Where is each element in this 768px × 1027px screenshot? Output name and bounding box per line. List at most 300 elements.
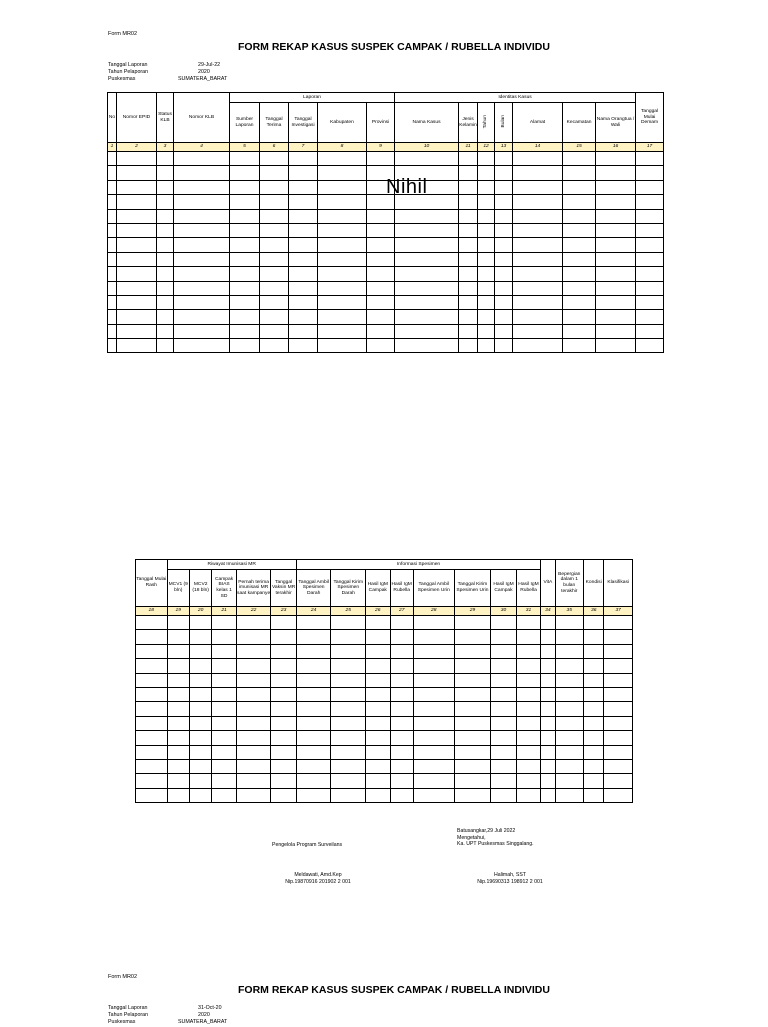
table-cell <box>541 716 555 730</box>
table-cell <box>331 673 366 687</box>
table-cell <box>117 267 157 281</box>
table-cell <box>174 310 230 324</box>
header-klasifikasi: Klasifikasi <box>604 560 633 607</box>
table-cell <box>157 152 174 166</box>
table-cell <box>366 759 390 773</box>
table-cell <box>108 281 117 295</box>
column-number: 26 <box>366 607 390 616</box>
table-cell <box>413 788 454 802</box>
table-cell <box>454 616 491 630</box>
table-cell <box>516 774 541 788</box>
table-cell <box>212 745 236 759</box>
table-cell <box>390 659 413 673</box>
table-cell <box>212 644 236 658</box>
table-cell <box>167 702 189 716</box>
table-cell <box>491 716 516 730</box>
table-cell <box>454 745 491 759</box>
table-cell <box>413 702 454 716</box>
table-cell <box>636 209 664 223</box>
table-cell <box>367 339 395 353</box>
column-number: 8 <box>318 143 367 152</box>
table-cell <box>541 644 555 658</box>
table-cell <box>189 774 211 788</box>
table-cell <box>331 759 366 773</box>
table-cell <box>636 281 664 295</box>
table-cell <box>271 788 296 802</box>
table-cell <box>167 616 189 630</box>
table-cell <box>108 267 117 281</box>
table-cell <box>260 223 289 237</box>
table-cell <box>454 630 491 644</box>
table-cell <box>513 152 563 166</box>
mengetahui-label: Mengetahui, <box>457 834 486 841</box>
table-cell <box>541 673 555 687</box>
table-cell <box>212 731 236 745</box>
table-row <box>136 673 633 687</box>
table-row <box>136 731 633 745</box>
table-cell <box>604 702 633 716</box>
table-cell <box>513 223 563 237</box>
table-cell <box>174 152 230 166</box>
header-mcv2: MCV2 (18 bln) <box>189 570 211 607</box>
table-cell <box>157 310 174 324</box>
table-cell <box>212 687 236 701</box>
table-cell <box>478 180 495 194</box>
table-cell <box>366 788 390 802</box>
table-cell <box>491 759 516 773</box>
table-cell <box>478 166 495 180</box>
table-cell <box>491 630 516 644</box>
table-cell <box>395 281 459 295</box>
table-cell <box>212 659 236 673</box>
table-cell <box>212 759 236 773</box>
table-cell <box>459 180 478 194</box>
table-cell <box>108 180 117 194</box>
group-identitas: Identitas Kasus <box>395 93 636 103</box>
group-spesimen: Informasi Spesimen <box>296 560 540 570</box>
table-cell <box>236 759 271 773</box>
table-cell <box>563 152 596 166</box>
table-cell <box>189 616 211 630</box>
table-cell <box>604 659 633 673</box>
table-cell <box>271 616 296 630</box>
table-cell <box>636 195 664 209</box>
table-cell <box>366 644 390 658</box>
header-vita: VitA <box>541 560 555 607</box>
table-cell <box>260 295 289 309</box>
column-number: 34 <box>541 607 555 616</box>
table-cell <box>459 295 478 309</box>
table-cell <box>563 324 596 338</box>
table-cell <box>596 281 636 295</box>
table-cell <box>289 166 318 180</box>
table-cell <box>174 223 230 237</box>
form-title: FORM REKAP KASUS SUSPEK CAMPAK / RUBELLA INDIVIDU <box>238 41 550 53</box>
meta-value: 31-Oct-20 <box>198 1005 222 1011</box>
table-cell <box>584 673 604 687</box>
table-cell <box>513 310 563 324</box>
table-cell <box>174 209 230 223</box>
table-cell <box>395 339 459 353</box>
table-cell <box>491 745 516 759</box>
table-cell <box>555 731 584 745</box>
table-cell <box>296 759 331 773</box>
table-cell <box>513 209 563 223</box>
table-cell <box>174 295 230 309</box>
table-cell <box>318 310 367 324</box>
table-cell <box>271 702 296 716</box>
table-cell <box>108 252 117 266</box>
table-cell <box>454 659 491 673</box>
table-cell <box>495 238 513 252</box>
table-row <box>136 630 633 644</box>
table-cell <box>331 687 366 701</box>
meta-label: Tanggal Laporan <box>108 62 148 68</box>
table-cell <box>555 774 584 788</box>
column-number: 20 <box>189 607 211 616</box>
table-cell <box>174 252 230 266</box>
table-cell <box>513 238 563 252</box>
left-signer-title: Pengelola Program Surveilans <box>272 842 343 848</box>
header-bepergian: Bepergian dalam 1 bulan terakhir <box>555 560 584 607</box>
table-cell <box>513 195 563 209</box>
table-cell <box>230 223 260 237</box>
meta-label: Puskesmas <box>108 76 136 83</box>
header-tgl-terima: Tanggal Terima <box>260 103 289 143</box>
column-number: 13 <box>495 143 513 152</box>
table-cell <box>390 788 413 802</box>
table-cell <box>271 759 296 773</box>
table-cell <box>584 659 604 673</box>
table-cell <box>516 702 541 716</box>
table-cell <box>366 774 390 788</box>
table-cell <box>390 731 413 745</box>
table-cell <box>413 659 454 673</box>
column-number: 7 <box>289 143 318 152</box>
table-cell <box>596 166 636 180</box>
table-cell <box>108 310 117 324</box>
table-cell <box>296 731 331 745</box>
table-cell <box>390 702 413 716</box>
table-cell <box>189 644 211 658</box>
table-cell <box>366 687 390 701</box>
table-cell <box>117 310 157 324</box>
table-cell <box>212 630 236 644</box>
column-number: 11 <box>459 143 478 152</box>
column-number: 30 <box>491 607 516 616</box>
table-row <box>108 223 664 237</box>
table-cell <box>212 702 236 716</box>
table-cell <box>555 659 584 673</box>
table-cell <box>584 745 604 759</box>
header-nama-kasus: Nama Kasus <box>395 103 459 143</box>
head-title: Ka. UPT Puskesmas Singgalang. <box>457 841 534 847</box>
header-tahun <box>478 103 495 143</box>
table-cell <box>636 324 664 338</box>
table-cell <box>513 339 563 353</box>
table-cell <box>563 310 596 324</box>
table-cell <box>117 180 157 194</box>
header-igm-rubella-urin: Hasil IgM Rubella <box>516 570 541 607</box>
table-cell <box>260 267 289 281</box>
table-cell <box>555 644 584 658</box>
table-cell <box>563 223 596 237</box>
table-cell <box>495 252 513 266</box>
table-cell <box>513 166 563 180</box>
table-cell <box>108 166 117 180</box>
table-cell <box>459 339 478 353</box>
table-cell <box>236 687 271 701</box>
table-cell <box>478 252 495 266</box>
table-cell <box>478 238 495 252</box>
meta-label: Tanggal Laporan <box>108 1005 148 1011</box>
table-cell <box>596 310 636 324</box>
table-cell <box>584 759 604 773</box>
table-cell <box>555 788 584 802</box>
table-cell <box>260 152 289 166</box>
table-cell <box>516 745 541 759</box>
table-cell <box>157 209 174 223</box>
column-number: 14 <box>513 143 563 152</box>
table-cell <box>236 630 271 644</box>
table-cell <box>454 702 491 716</box>
table-cell <box>454 716 491 730</box>
table-cell <box>167 644 189 658</box>
table-cell <box>212 716 236 730</box>
table-cell <box>395 238 459 252</box>
table-cell <box>289 195 318 209</box>
table-cell <box>318 281 367 295</box>
table-cell <box>157 180 174 194</box>
case-table <box>107 92 664 353</box>
table-cell <box>478 310 495 324</box>
table-cell <box>563 195 596 209</box>
table-cell <box>516 659 541 673</box>
table-cell <box>157 267 174 281</box>
table-cell <box>289 267 318 281</box>
table-cell <box>563 281 596 295</box>
table-cell <box>318 267 367 281</box>
table-row <box>108 324 664 338</box>
table-cell <box>136 702 168 716</box>
column-number-row <box>136 607 633 616</box>
table-cell <box>596 180 636 194</box>
table-row <box>136 644 633 658</box>
header-no: No <box>108 93 117 143</box>
table-cell <box>513 267 563 281</box>
table-cell <box>495 223 513 237</box>
meta-value: SUMATERA_BARAT <box>178 1019 228 1026</box>
table-cell <box>174 166 230 180</box>
column-number: 5 <box>230 143 260 152</box>
table-cell <box>236 716 271 730</box>
table-cell <box>108 152 117 166</box>
table-cell <box>189 702 211 716</box>
table-cell <box>513 252 563 266</box>
table-cell <box>516 644 541 658</box>
header-nama-ortu: Nama Orangtua / Wali <box>596 103 636 143</box>
header-kirim-urin: Tanggal Kirim Spesimen Urin <box>454 570 491 607</box>
table-cell <box>117 195 157 209</box>
header-ambil-darah: Tanggal Ambil Spesimen Darah <box>296 570 331 607</box>
table-cell <box>390 644 413 658</box>
header-alamat: Alamat <box>513 103 563 143</box>
column-number: 2 <box>117 143 157 152</box>
table-cell <box>271 745 296 759</box>
table-cell <box>541 731 555 745</box>
table-cell <box>563 209 596 223</box>
table-cell <box>260 180 289 194</box>
header-tgl-investigasi: Tanggal Investigasi <box>289 103 318 143</box>
table-row <box>108 152 664 166</box>
table-cell <box>555 702 584 716</box>
table-cell <box>541 687 555 701</box>
table-cell <box>413 731 454 745</box>
header-epid: Nomor EPID <box>117 93 157 143</box>
table-cell <box>596 267 636 281</box>
table-cell <box>367 209 395 223</box>
table-cell <box>260 281 289 295</box>
table-cell <box>174 238 230 252</box>
table-cell <box>260 238 289 252</box>
table-cell <box>157 295 174 309</box>
table-cell <box>596 238 636 252</box>
nihil-label: Nihil <box>386 176 428 198</box>
table-cell <box>596 152 636 166</box>
table-cell <box>555 687 584 701</box>
table-cell <box>296 644 331 658</box>
table-cell <box>318 238 367 252</box>
table-cell <box>459 267 478 281</box>
table-cell <box>136 774 168 788</box>
table-row <box>136 716 633 730</box>
table-cell <box>541 659 555 673</box>
table-cell <box>296 659 331 673</box>
table-cell <box>366 630 390 644</box>
table-cell <box>318 209 367 223</box>
table-cell <box>136 759 168 773</box>
table-cell <box>563 238 596 252</box>
table-cell <box>495 195 513 209</box>
table-cell <box>491 774 516 788</box>
table-cell <box>230 339 260 353</box>
table-cell <box>289 339 318 353</box>
table-cell <box>459 166 478 180</box>
table-cell <box>189 687 211 701</box>
column-number: 37 <box>604 607 633 616</box>
table-cell <box>174 195 230 209</box>
table-cell <box>459 195 478 209</box>
table-cell <box>236 659 271 673</box>
table-cell <box>331 745 366 759</box>
table-cell <box>108 238 117 252</box>
column-number: 10 <box>395 143 459 152</box>
table-cell <box>331 659 366 673</box>
table-cell <box>189 716 211 730</box>
header-mcv1: MCV1 (9 bln) <box>167 570 189 607</box>
table-cell <box>157 223 174 237</box>
table-cell <box>296 788 331 802</box>
table-cell <box>495 339 513 353</box>
table-cell <box>563 252 596 266</box>
table-row <box>136 616 633 630</box>
table-cell <box>230 267 260 281</box>
table-cell <box>174 324 230 338</box>
table-cell <box>189 659 211 673</box>
table-cell <box>413 687 454 701</box>
table-cell <box>157 238 174 252</box>
table-cell <box>459 310 478 324</box>
table-cell <box>395 310 459 324</box>
table-cell <box>513 295 563 309</box>
table-cell <box>230 310 260 324</box>
table-cell <box>636 223 664 237</box>
table-cell <box>495 166 513 180</box>
table-cell <box>513 281 563 295</box>
table-cell <box>478 324 495 338</box>
table-cell <box>318 166 367 180</box>
table-cell <box>413 630 454 644</box>
header-igm-campak-urin: Hasil IgM Campak <box>491 570 516 607</box>
column-number: 35 <box>555 607 584 616</box>
table-cell <box>541 788 555 802</box>
form-title: FORM REKAP KASUS SUSPEK CAMPAK / RUBELLA INDIVIDU <box>238 984 550 996</box>
right-signer-name: Halimah, SST <box>494 872 526 878</box>
table-cell <box>390 630 413 644</box>
table-cell <box>236 745 271 759</box>
table-cell <box>563 180 596 194</box>
table-cell <box>136 716 168 730</box>
table-cell <box>289 295 318 309</box>
table-cell <box>318 295 367 309</box>
table-cell <box>260 252 289 266</box>
table-cell <box>230 152 260 166</box>
specimen-table <box>135 559 633 803</box>
table-row <box>108 310 664 324</box>
table-cell <box>189 731 211 745</box>
left-signer-nip: Nip.19870916 201902 2 001 <box>285 878 351 885</box>
table-cell <box>563 295 596 309</box>
column-number: 21 <box>212 607 236 616</box>
table-cell <box>413 644 454 658</box>
table-cell <box>459 223 478 237</box>
table-cell <box>596 209 636 223</box>
table-cell <box>296 673 331 687</box>
table-cell <box>563 166 596 180</box>
table-cell <box>604 630 633 644</box>
table-cell <box>136 616 168 630</box>
table-cell <box>260 339 289 353</box>
table-cell <box>260 195 289 209</box>
header-bulan <box>495 103 513 143</box>
table-cell <box>478 281 495 295</box>
table-cell <box>212 788 236 802</box>
table-cell <box>296 687 331 701</box>
table-cell <box>367 310 395 324</box>
table-cell <box>596 223 636 237</box>
table-cell <box>236 616 271 630</box>
table-cell <box>478 339 495 353</box>
table-cell <box>584 702 604 716</box>
table-cell <box>555 673 584 687</box>
report-meta <box>108 62 227 84</box>
meta-value: 2020 <box>198 1012 210 1019</box>
table-cell <box>367 281 395 295</box>
table-cell <box>541 774 555 788</box>
table-cell <box>478 223 495 237</box>
table-cell <box>331 716 366 730</box>
table-cell <box>584 616 604 630</box>
